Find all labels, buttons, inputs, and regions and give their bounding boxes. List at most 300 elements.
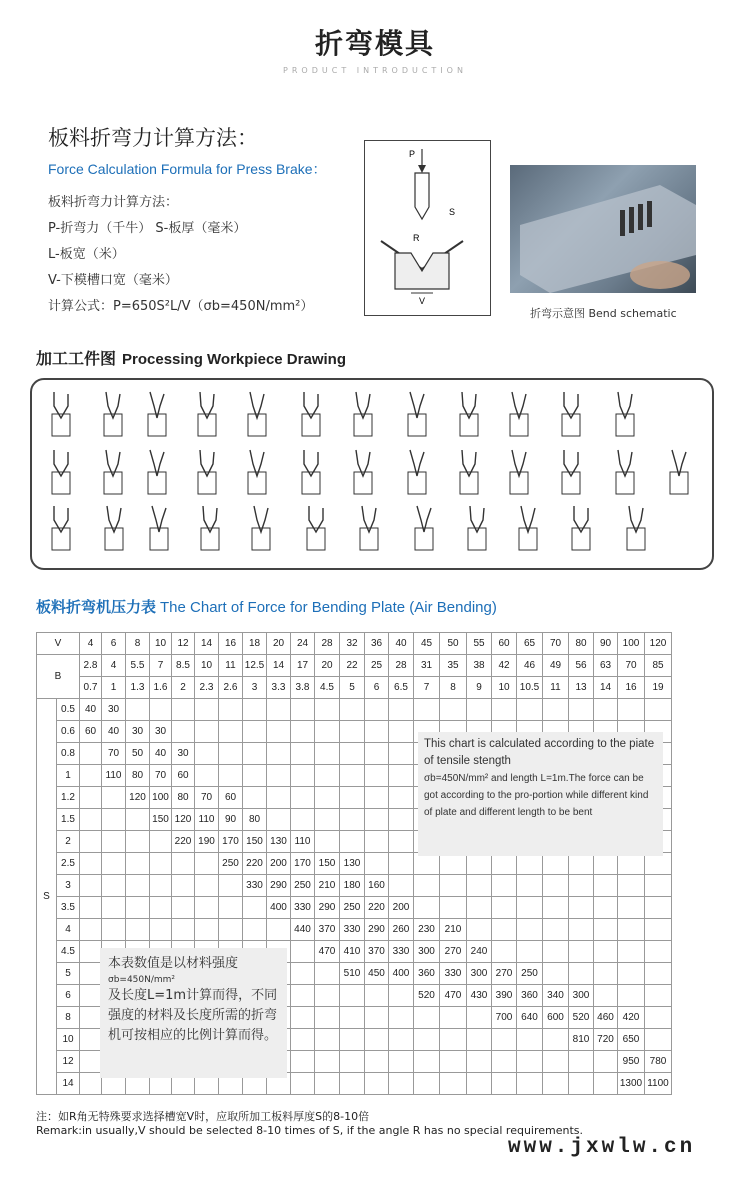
s-cell: 0.8 bbox=[57, 743, 80, 765]
force-cell: 520 bbox=[569, 1007, 594, 1029]
force-cell bbox=[340, 743, 365, 765]
v-cell: 12 bbox=[172, 633, 195, 655]
workpiece-sketch bbox=[148, 450, 166, 494]
force-cell bbox=[569, 1051, 594, 1073]
v-cell: 8 bbox=[126, 633, 150, 655]
force-cell: 110 bbox=[102, 765, 126, 787]
v-cell: 28 bbox=[315, 633, 340, 655]
force-cell bbox=[219, 699, 243, 721]
formula-lines bbox=[48, 190, 313, 320]
force-cell bbox=[618, 963, 645, 985]
force-cell bbox=[267, 919, 291, 941]
b-cell: 3.3 bbox=[267, 677, 291, 699]
force-cell bbox=[618, 875, 645, 897]
force-cell bbox=[126, 831, 150, 853]
force-cell bbox=[219, 743, 243, 765]
v-cell: 55 bbox=[467, 633, 492, 655]
force-cell bbox=[365, 809, 389, 831]
force-cell bbox=[569, 919, 594, 941]
force-cell bbox=[267, 699, 291, 721]
force-cell bbox=[569, 1073, 594, 1095]
force-cell bbox=[467, 897, 492, 919]
s-cell: 1.2 bbox=[57, 787, 80, 809]
force-cell bbox=[594, 919, 618, 941]
force-cell: 1300 bbox=[618, 1073, 645, 1095]
force-cell: 270 bbox=[440, 941, 467, 963]
v-cell: 32 bbox=[340, 633, 365, 655]
s-cell: 12 bbox=[57, 1051, 80, 1073]
remark-cn: 注：如R角无特殊要求选择槽宽V时，应取所加工板料厚度S的8-10倍 bbox=[36, 1110, 370, 1123]
formula-line: L-板宽（米） bbox=[48, 247, 125, 262]
force-cell bbox=[414, 1073, 440, 1095]
force-cell bbox=[80, 765, 102, 787]
force-cell bbox=[645, 919, 672, 941]
note-en-line1: This chart is calculated according to the piate of tensile stength bbox=[424, 738, 655, 767]
force-cell bbox=[543, 963, 569, 985]
force-cell bbox=[315, 985, 340, 1007]
b-cell: 31 bbox=[414, 655, 440, 677]
force-cell bbox=[102, 831, 126, 853]
force-cell bbox=[315, 787, 340, 809]
force-cell bbox=[389, 765, 414, 787]
force-cell bbox=[243, 721, 267, 743]
force-cell: 210 bbox=[315, 875, 340, 897]
force-cell: 290 bbox=[315, 897, 340, 919]
bend-caption: 折弯示意图 Bend schematic bbox=[530, 307, 677, 320]
force-cell bbox=[440, 699, 467, 721]
force-cell bbox=[594, 1051, 618, 1073]
force-cell bbox=[195, 743, 219, 765]
formula-line: P-折弯力（千牛） S-板厚（毫米） bbox=[48, 221, 247, 236]
force-cell: 390 bbox=[492, 985, 517, 1007]
force-cell bbox=[517, 919, 543, 941]
force-cell bbox=[543, 1073, 569, 1095]
force-cell bbox=[389, 875, 414, 897]
label-v: V bbox=[419, 296, 426, 306]
formula-line: V-下模槽口宽（毫米） bbox=[48, 273, 178, 288]
force-cell: 360 bbox=[517, 985, 543, 1007]
force-cell: 340 bbox=[543, 985, 569, 1007]
force-cell bbox=[594, 875, 618, 897]
force-cell bbox=[80, 941, 102, 963]
b-cell: 8 bbox=[440, 677, 467, 699]
b-cell: 5 bbox=[340, 677, 365, 699]
force-cell bbox=[195, 699, 219, 721]
force-cell bbox=[150, 699, 172, 721]
workpiece-sketch bbox=[408, 392, 426, 436]
force-cell bbox=[340, 831, 365, 853]
b-cell: 1.6 bbox=[150, 677, 172, 699]
s-cell: 6 bbox=[57, 985, 80, 1007]
v-cell: 70 bbox=[543, 633, 569, 655]
force-cell bbox=[467, 1007, 492, 1029]
force-cell: 410 bbox=[340, 941, 365, 963]
force-cell: 80 bbox=[172, 787, 195, 809]
force-cell bbox=[267, 743, 291, 765]
force-cell: 220 bbox=[243, 853, 267, 875]
force-cell bbox=[517, 1029, 543, 1051]
force-cell: 260 bbox=[389, 919, 414, 941]
force-cell bbox=[195, 875, 219, 897]
workpiece-sketch bbox=[616, 392, 634, 436]
b-cell: 3.8 bbox=[291, 677, 315, 699]
b-cell: 3 bbox=[243, 677, 267, 699]
force-cell bbox=[440, 1073, 467, 1095]
b-cell: 4.5 bbox=[315, 677, 340, 699]
force-cell bbox=[517, 1073, 543, 1095]
workpiece-sketch bbox=[104, 392, 122, 436]
force-cell bbox=[594, 941, 618, 963]
v-row bbox=[37, 633, 672, 655]
force-cell bbox=[243, 919, 267, 941]
force-cell bbox=[365, 721, 389, 743]
workpiece-sketch bbox=[302, 392, 320, 436]
v-cell: 40 bbox=[389, 633, 414, 655]
s-cell: 1.5 bbox=[57, 809, 80, 831]
force-cell: 720 bbox=[594, 1029, 618, 1051]
force-cell bbox=[243, 897, 267, 919]
force-cell: 640 bbox=[517, 1007, 543, 1029]
force-cell: 170 bbox=[219, 831, 243, 853]
force-cell bbox=[365, 1007, 389, 1029]
force-cell: 330 bbox=[440, 963, 467, 985]
force-cell: 1100 bbox=[645, 1073, 672, 1095]
force-cell bbox=[340, 1029, 365, 1051]
force-cell bbox=[569, 699, 594, 721]
force-cell: 400 bbox=[267, 897, 291, 919]
force-cell bbox=[645, 875, 672, 897]
force-cell bbox=[492, 1073, 517, 1095]
force-cell bbox=[315, 743, 340, 765]
s-cell: 8 bbox=[57, 1007, 80, 1029]
b-cell: 63 bbox=[594, 655, 618, 677]
v-cell: 24 bbox=[291, 633, 315, 655]
force-cell bbox=[618, 699, 645, 721]
force-cell: 950 bbox=[618, 1051, 645, 1073]
force-cell: 200 bbox=[267, 853, 291, 875]
force-cell bbox=[315, 831, 340, 853]
force-cell bbox=[365, 743, 389, 765]
workpiece-sketch bbox=[52, 392, 70, 436]
force-cell: 150 bbox=[150, 809, 172, 831]
force-cell: 80 bbox=[243, 809, 267, 831]
force-cell: 100 bbox=[150, 787, 172, 809]
workpiece-sketch bbox=[104, 450, 122, 494]
force-row bbox=[37, 875, 672, 897]
force-cell bbox=[440, 875, 467, 897]
v-cell: 80 bbox=[569, 633, 594, 655]
force-cell bbox=[80, 787, 102, 809]
label-p: P bbox=[409, 149, 416, 159]
force-cell bbox=[389, 853, 414, 875]
workpiece-sketch bbox=[627, 506, 645, 550]
force-cell bbox=[291, 765, 315, 787]
v-cell: 60 bbox=[492, 633, 517, 655]
workpiece-sketch bbox=[468, 506, 486, 550]
s-cell: 10 bbox=[57, 1029, 80, 1051]
force-cell bbox=[414, 875, 440, 897]
page-subtitle: PRODUCT INTRODUCTION bbox=[283, 66, 467, 75]
force-cell bbox=[569, 875, 594, 897]
force-cell bbox=[365, 1029, 389, 1051]
workpiece-sketch bbox=[52, 450, 70, 494]
force-cell: 120 bbox=[126, 787, 150, 809]
force-cell: 80 bbox=[126, 765, 150, 787]
workpiece-sketch bbox=[510, 392, 528, 436]
force-cell bbox=[492, 941, 517, 963]
force-cell bbox=[291, 963, 315, 985]
force-cell: 220 bbox=[365, 897, 389, 919]
force-cell bbox=[543, 875, 569, 897]
force-cell: 370 bbox=[315, 919, 340, 941]
force-cell bbox=[219, 919, 243, 941]
force-cell: 170 bbox=[291, 853, 315, 875]
force-cell: 440 bbox=[291, 919, 315, 941]
workpiece-drawings bbox=[32, 380, 712, 568]
b-cell: 14 bbox=[267, 655, 291, 677]
force-cell bbox=[517, 941, 543, 963]
b-cell: 2.3 bbox=[195, 677, 219, 699]
force-cell bbox=[126, 699, 150, 721]
force-cell: 470 bbox=[315, 941, 340, 963]
force-cell bbox=[80, 919, 102, 941]
force-cell bbox=[291, 743, 315, 765]
force-cell bbox=[467, 699, 492, 721]
force-cell: 400 bbox=[389, 963, 414, 985]
force-cell bbox=[389, 699, 414, 721]
force-cell bbox=[80, 853, 102, 875]
b-cell: 16 bbox=[618, 677, 645, 699]
workpiece-sketch bbox=[150, 506, 168, 550]
workpiece-sketch bbox=[198, 392, 216, 436]
force-cell bbox=[195, 919, 219, 941]
b-cell: 49 bbox=[543, 655, 569, 677]
force-cell bbox=[315, 1073, 340, 1095]
force-cell: 250 bbox=[219, 853, 243, 875]
v-cell: 6 bbox=[102, 633, 126, 655]
force-cell bbox=[389, 831, 414, 853]
force-cell bbox=[102, 897, 126, 919]
force-cell: 60 bbox=[219, 787, 243, 809]
force-cell bbox=[126, 919, 150, 941]
site-url[interactable]: www.jxwlw.cn bbox=[508, 1136, 696, 1159]
force-cell: 780 bbox=[645, 1051, 672, 1073]
s-cell: 2 bbox=[57, 831, 80, 853]
workpiece-sketch bbox=[148, 392, 166, 436]
b-cell: 19 bbox=[645, 677, 672, 699]
force-cell bbox=[618, 897, 645, 919]
force-cell bbox=[291, 941, 315, 963]
force-cell bbox=[365, 1073, 389, 1095]
note-cn-line2: σb=450N/mm² bbox=[108, 975, 176, 985]
b-label: B bbox=[37, 655, 80, 699]
b-cell: 9 bbox=[467, 677, 492, 699]
force-cell: 90 bbox=[219, 809, 243, 831]
b-cell: 22 bbox=[340, 655, 365, 677]
force-cell bbox=[150, 831, 172, 853]
force-cell bbox=[340, 1007, 365, 1029]
force-cell bbox=[195, 721, 219, 743]
force-cell bbox=[150, 919, 172, 941]
b-cell: 7 bbox=[150, 655, 172, 677]
workpiece-sketch bbox=[616, 450, 634, 494]
force-cell bbox=[594, 963, 618, 985]
note-cn-line1: 本表数值是以材料强度 bbox=[108, 956, 239, 971]
b-cell: 38 bbox=[467, 655, 492, 677]
workpiece-sketch bbox=[510, 450, 528, 494]
force-cell bbox=[219, 721, 243, 743]
force-cell: 60 bbox=[80, 721, 102, 743]
force-cell: 360 bbox=[414, 963, 440, 985]
force-cell bbox=[291, 809, 315, 831]
force-cell bbox=[365, 787, 389, 809]
b-cell: 7 bbox=[414, 677, 440, 699]
v-cell: 90 bbox=[594, 633, 618, 655]
note-cn-line3: 及长度L=1m计算而得，不同强度的材料及长度所需的折弯机可按相应的比例计算而得。 bbox=[108, 988, 278, 1043]
force-cell bbox=[172, 919, 195, 941]
v-cell: 20 bbox=[267, 633, 291, 655]
v-cell: 4 bbox=[80, 633, 102, 655]
force-cell bbox=[389, 985, 414, 1007]
force-cell: 30 bbox=[172, 743, 195, 765]
v-cell: 100 bbox=[618, 633, 645, 655]
s-cell: 3 bbox=[57, 875, 80, 897]
force-cell bbox=[340, 809, 365, 831]
force-cell: 30 bbox=[102, 699, 126, 721]
b-cell: 1 bbox=[102, 677, 126, 699]
label-r: R bbox=[413, 233, 420, 243]
s-cell: 3.5 bbox=[57, 897, 80, 919]
force-cell bbox=[243, 787, 267, 809]
force-cell bbox=[492, 875, 517, 897]
force-cell: 210 bbox=[440, 919, 467, 941]
force-cell: 40 bbox=[80, 699, 102, 721]
force-cell bbox=[172, 897, 195, 919]
b-row bbox=[37, 677, 672, 699]
force-cell bbox=[543, 1051, 569, 1073]
workpiece-sketch bbox=[248, 392, 266, 436]
force-cell bbox=[291, 1007, 315, 1029]
force-cell bbox=[440, 1029, 467, 1051]
force-cell bbox=[594, 1073, 618, 1095]
force-cell bbox=[150, 875, 172, 897]
b-cell: 4 bbox=[102, 655, 126, 677]
force-cell bbox=[267, 765, 291, 787]
force-cell: 150 bbox=[243, 831, 267, 853]
force-cell bbox=[291, 985, 315, 1007]
b-cell: 0.7 bbox=[80, 677, 102, 699]
s-cell: 4 bbox=[57, 919, 80, 941]
formula-line: 计算公式：P=650S²L/V（σb=450N/mm²） bbox=[48, 299, 314, 314]
force-cell bbox=[340, 787, 365, 809]
force-cell bbox=[414, 1051, 440, 1073]
force-cell bbox=[102, 875, 126, 897]
force-row bbox=[37, 897, 672, 919]
force-cell bbox=[389, 1051, 414, 1073]
workpiece-sketch bbox=[670, 450, 688, 494]
b-cell: 6 bbox=[365, 677, 389, 699]
force-cell bbox=[267, 787, 291, 809]
workpiece-sketch bbox=[354, 392, 372, 436]
force-cell bbox=[517, 699, 543, 721]
force-cell: 110 bbox=[195, 809, 219, 831]
force-cell bbox=[315, 765, 340, 787]
force-cell: 250 bbox=[340, 897, 365, 919]
force-cell bbox=[126, 853, 150, 875]
workpiece-sketch bbox=[519, 506, 537, 550]
force-row bbox=[37, 919, 672, 941]
force-cell: 180 bbox=[340, 875, 365, 897]
force-cell bbox=[467, 875, 492, 897]
workpiece-sketch bbox=[562, 450, 580, 494]
force-cell bbox=[150, 853, 172, 875]
chart-title-cn: 板料折弯机压力表 bbox=[36, 598, 157, 616]
force-cell bbox=[543, 699, 569, 721]
force-cell: 420 bbox=[618, 1007, 645, 1029]
force-cell bbox=[172, 721, 195, 743]
b-cell: 13 bbox=[569, 677, 594, 699]
force-cell: 330 bbox=[243, 875, 267, 897]
force-cell: 60 bbox=[172, 765, 195, 787]
force-cell bbox=[150, 897, 172, 919]
punch bbox=[415, 173, 429, 219]
force-cell bbox=[340, 985, 365, 1007]
force-row bbox=[37, 699, 672, 721]
force-cell bbox=[594, 985, 618, 1007]
force-cell: 220 bbox=[172, 831, 195, 853]
formula-line: 板料折弯力计算方法： bbox=[48, 195, 179, 210]
force-cell: 290 bbox=[365, 919, 389, 941]
force-cell bbox=[102, 809, 126, 831]
force-cell bbox=[414, 1007, 440, 1029]
b-cell: 12.5 bbox=[243, 655, 267, 677]
force-cell bbox=[315, 963, 340, 985]
force-cell bbox=[340, 699, 365, 721]
remark bbox=[36, 1110, 583, 1138]
workpiece-sketch bbox=[360, 506, 378, 550]
force-cell bbox=[219, 897, 243, 919]
force-cell: 300 bbox=[467, 963, 492, 985]
workpiece-panel bbox=[30, 378, 714, 570]
force-cell bbox=[172, 699, 195, 721]
b-cell: 2.6 bbox=[219, 677, 243, 699]
force-cell bbox=[543, 897, 569, 919]
workpiece-sketch bbox=[562, 392, 580, 436]
workpiece-sketch bbox=[460, 450, 478, 494]
force-cell bbox=[126, 897, 150, 919]
b-cell: 35 bbox=[440, 655, 467, 677]
workpiece-sketch bbox=[307, 506, 325, 550]
force-cell bbox=[618, 941, 645, 963]
workpiece-sketch bbox=[415, 506, 433, 550]
processing-title bbox=[36, 346, 346, 369]
force-cell bbox=[492, 919, 517, 941]
bend-photo-art bbox=[510, 165, 696, 293]
force-cell bbox=[80, 1029, 102, 1051]
force-cell bbox=[315, 1007, 340, 1029]
force-cell bbox=[315, 1051, 340, 1073]
force-cell bbox=[291, 1051, 315, 1073]
v-cell: 18 bbox=[243, 633, 267, 655]
force-cell: 330 bbox=[389, 941, 414, 963]
force-cell bbox=[569, 897, 594, 919]
force-cell: 270 bbox=[492, 963, 517, 985]
workpiece-sketch bbox=[201, 506, 219, 550]
force-cell bbox=[389, 1007, 414, 1029]
force-cell bbox=[102, 787, 126, 809]
force-cell: 700 bbox=[492, 1007, 517, 1029]
force-cell: 130 bbox=[340, 853, 365, 875]
